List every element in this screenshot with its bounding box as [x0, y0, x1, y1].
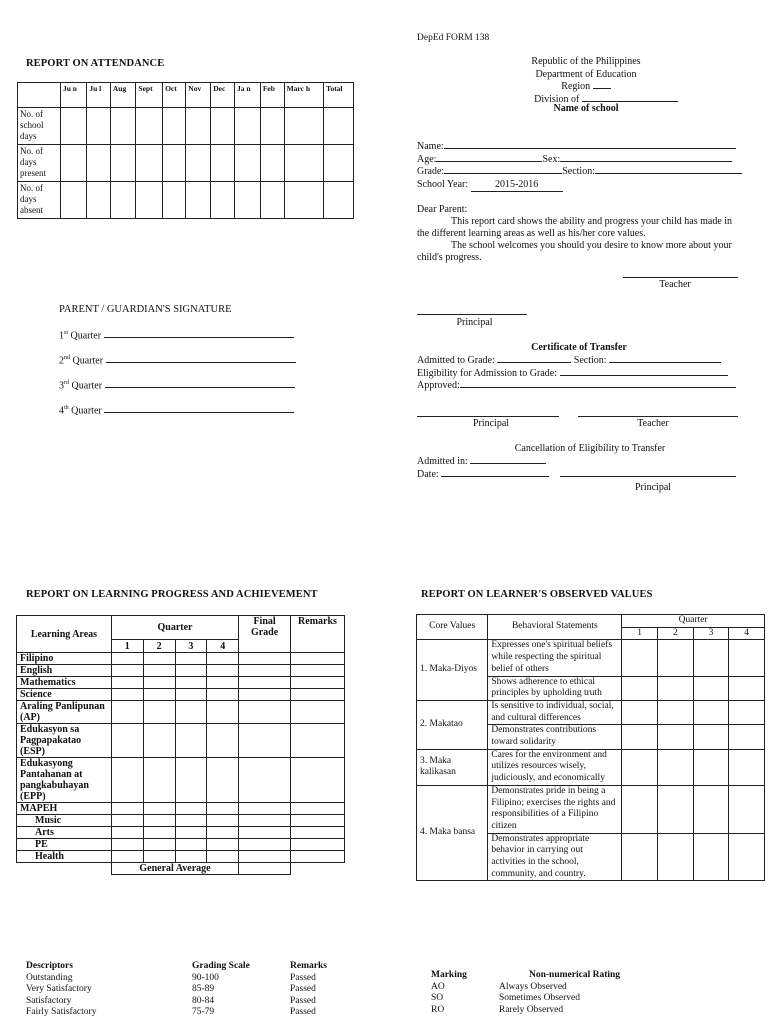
- grade-cell[interactable]: [207, 839, 239, 851]
- values-rating-cell[interactable]: [693, 676, 729, 700]
- quarter-number: 1: [111, 640, 143, 653]
- grade-cell[interactable]: [175, 689, 207, 701]
- descriptor-row: [26, 1007, 346, 1019]
- grade-cell[interactable]: [207, 665, 239, 677]
- remarks-cell[interactable]: [291, 851, 345, 863]
- month-header: Sept: [136, 83, 163, 108]
- month-header: Total: [324, 83, 354, 108]
- descriptor-remarks: Passed: [290, 1007, 316, 1017]
- values-quarter-header: Quarter: [622, 615, 765, 628]
- school-year-field[interactable]: School Year: 2015-2016: [417, 179, 741, 193]
- month-header: Ju n: [61, 83, 87, 108]
- grading-scale-header: Grading Scale: [192, 961, 250, 971]
- values-rating-cell[interactable]: [693, 640, 729, 676]
- descriptor-label: Satisfactory: [26, 995, 72, 1006]
- grade-cell[interactable]: [207, 701, 239, 724]
- parent-signature-title: PARENT / GUARDIAN'S SIGNATURE: [59, 304, 232, 315]
- subject-row: [17, 851, 345, 863]
- values-rating-cell[interactable]: [693, 749, 729, 785]
- subject-name: Arts: [17, 827, 112, 839]
- quarter-signature-line[interactable]: 2nd Quarter: [59, 355, 304, 380]
- grade-cell[interactable]: [143, 815, 175, 827]
- month-header: Aug: [110, 83, 136, 108]
- subject-row: [17, 827, 345, 839]
- form-number: DepEd FORM 138: [417, 33, 490, 43]
- final-grade-cell[interactable]: [239, 677, 291, 689]
- values-quarter-number: 1: [622, 627, 658, 640]
- grade-cell[interactable]: [111, 758, 143, 803]
- core-value-label: 2. Makatao: [417, 700, 488, 749]
- grade-cell[interactable]: [175, 815, 207, 827]
- admitted-in-field[interactable]: Admitted in:: [417, 456, 747, 469]
- cancellation-principal-label: Principal: [634, 482, 672, 493]
- grade-cell[interactable]: [111, 665, 143, 677]
- marking-rating: Sometimes Observed: [499, 993, 581, 1003]
- descriptor-remarks: Passed: [290, 972, 316, 983]
- descriptor-remarks: Passed: [290, 995, 316, 1006]
- final-grade-header: Final Grade: [239, 616, 291, 653]
- subject-name: MAPEH: [17, 803, 112, 815]
- behavioral-statement: Demonstrates contributions toward solidarity: [488, 725, 622, 749]
- behavioral-statements-header: Behavioral Statements: [488, 615, 622, 640]
- values-rating-cell[interactable]: [622, 640, 658, 676]
- values-rating-cell[interactable]: [729, 785, 765, 833]
- grade-cell[interactable]: [111, 677, 143, 689]
- behavioral-statement: Is sensitive to individual, social, and cultural differences: [488, 700, 622, 724]
- attendance-row-label: No. of days present: [18, 145, 61, 182]
- teacher-label: Teacher: [659, 279, 691, 290]
- quarter-number: 4: [207, 640, 239, 653]
- non-numerical-rating-header: Non-numerical Rating: [529, 970, 621, 980]
- grade-cell[interactable]: [111, 827, 143, 839]
- learning-header-row: [17, 616, 345, 640]
- values-rating-cell[interactable]: [729, 640, 765, 676]
- marking-header-row: [431, 970, 620, 982]
- attendance-row-label: No. of days absent: [18, 182, 61, 219]
- values-rating-cell[interactable]: [729, 700, 765, 724]
- marking-row: [431, 993, 620, 1005]
- school-header: [460, 56, 712, 116]
- subject-name: Health: [17, 851, 112, 863]
- month-header: Marc h: [284, 83, 324, 108]
- grade-cell[interactable]: [207, 653, 239, 665]
- values-row: [417, 700, 765, 724]
- marking-code: AO: [431, 981, 445, 992]
- marking-table: [431, 970, 620, 1016]
- subject-row: [17, 839, 345, 851]
- transfer-teacher-line[interactable]: [578, 416, 738, 417]
- grading-scale: 85-89: [192, 984, 215, 994]
- grade-cell[interactable]: [207, 758, 239, 803]
- grade-cell[interactable]: [207, 827, 239, 839]
- subject-name: Filipino: [17, 653, 112, 665]
- final-grade-cell[interactable]: [239, 803, 291, 815]
- subject-row: [17, 665, 345, 677]
- quarter-number: 2: [143, 640, 175, 653]
- eligibility-field[interactable]: Eligibility for Admission to Grade:: [417, 368, 741, 381]
- final-grade-cell[interactable]: [239, 724, 291, 758]
- republic-line: Republic of the Philippines: [531, 56, 641, 67]
- grade-cell[interactable]: [111, 653, 143, 665]
- subject-name: Music: [17, 815, 112, 827]
- descriptor-label: Very Satisfactory: [26, 984, 92, 994]
- subject-row: [17, 803, 345, 815]
- remarks-cell[interactable]: [291, 758, 345, 803]
- quarter-header: Quarter: [111, 616, 238, 640]
- month-header: Nov: [186, 83, 211, 108]
- remarks-cell[interactable]: [291, 724, 345, 758]
- grade-cell[interactable]: [111, 803, 143, 815]
- cancellation-fields: [417, 456, 747, 481]
- descriptors-header-row: [26, 961, 346, 973]
- quarter-number: 3: [175, 640, 207, 653]
- final-grade-cell[interactable]: [239, 851, 291, 863]
- teacher-signature-line[interactable]: [623, 277, 738, 278]
- marking-code: RO: [431, 1004, 445, 1015]
- grade-cell[interactable]: [143, 724, 175, 758]
- remarks-header: Remarks: [291, 616, 345, 653]
- transfer-principal-line[interactable]: [417, 416, 559, 417]
- cancel-date-field[interactable]: Date:: [417, 469, 747, 482]
- values-rating-cell[interactable]: [657, 785, 693, 833]
- learning-areas-header: Learning Areas: [17, 616, 112, 653]
- marking-row: [431, 982, 620, 994]
- remarks-cell[interactable]: [291, 839, 345, 851]
- grade-cell[interactable]: [175, 839, 207, 851]
- subject-row: [17, 689, 345, 701]
- values-rating-cell[interactable]: [693, 700, 729, 724]
- final-grade-cell[interactable]: [239, 665, 291, 677]
- remarks-cell[interactable]: [291, 677, 345, 689]
- values-rating-cell[interactable]: [729, 833, 765, 881]
- attendance-row: [18, 145, 354, 182]
- grade-cell[interactable]: [175, 701, 207, 724]
- transfer-teacher-label: Teacher: [637, 418, 669, 429]
- attendance-row: [18, 108, 354, 145]
- month-header: Ja n: [235, 83, 261, 108]
- grade-cell[interactable]: [111, 724, 143, 758]
- grade-cell[interactable]: [175, 665, 207, 677]
- attendance-row-label: No. of school days: [18, 108, 61, 145]
- values-rating-cell[interactable]: [693, 785, 729, 833]
- behavioral-statement: Demonstrates pride in being a Filipino; exercises the rights and responsibilities of a Filipino citizen: [488, 785, 622, 833]
- division-line[interactable]: Division of: [500, 94, 712, 107]
- values-rating-cell[interactable]: [657, 749, 693, 785]
- core-values-header: Core Values: [417, 615, 488, 640]
- values-header-row: [417, 615, 765, 628]
- values-quarter-number: 3: [693, 627, 729, 640]
- month-header: Oct: [163, 83, 186, 108]
- marking-header: Marking: [431, 970, 467, 980]
- name-field[interactable]: Name:: [417, 141, 741, 154]
- final-grade-cell[interactable]: [239, 827, 291, 839]
- observed-values-body: [417, 640, 765, 881]
- subject-name: Edukasyon sa Pagpapakatao (ESP): [17, 724, 112, 758]
- subject-row: [17, 701, 345, 724]
- general-average-label: General Average: [111, 863, 238, 875]
- month-header: Ju l: [87, 83, 111, 108]
- cancellation-title: Cancellation of Eligibility to Transfer: [514, 443, 666, 454]
- values-rating-cell[interactable]: [657, 640, 693, 676]
- values-rating-cell[interactable]: [729, 725, 765, 749]
- school-name: Name of school: [553, 103, 619, 114]
- subject-name: English: [17, 665, 112, 677]
- grade-cell[interactable]: [207, 689, 239, 701]
- values-rating-cell[interactable]: [622, 725, 658, 749]
- marking-body: [431, 982, 620, 1017]
- general-average-row: [17, 863, 345, 875]
- attendance-header-row: [18, 83, 354, 108]
- admitted-grade-field[interactable]: Admitted to Grade: Section:: [417, 355, 741, 368]
- parent-signature-list: [59, 330, 304, 430]
- grade-cell[interactable]: [207, 677, 239, 689]
- values-quarter-number: 4: [729, 627, 765, 640]
- grade-cell[interactable]: [111, 851, 143, 863]
- attendance-corner-cell: [18, 83, 61, 108]
- remarks-cell[interactable]: [291, 803, 345, 815]
- parent-letter: [417, 204, 741, 264]
- descriptor-row: [26, 984, 346, 996]
- observed-values-table: [416, 614, 765, 881]
- descriptors-body: [26, 973, 346, 1019]
- descriptor-label: Outstanding: [26, 972, 73, 983]
- grade-cell[interactable]: [143, 839, 175, 851]
- final-grade-cell[interactable]: [239, 815, 291, 827]
- quarter-signature-line[interactable]: 3rd Quarter: [59, 380, 304, 405]
- grade-cell[interactable]: [175, 827, 207, 839]
- grade-cell[interactable]: [143, 701, 175, 724]
- descriptors-header: Descriptors: [26, 961, 73, 971]
- values-rating-cell[interactable]: [657, 725, 693, 749]
- department-line: Department of Education: [535, 68, 637, 80]
- grade-cell[interactable]: [111, 701, 143, 724]
- grade-cell[interactable]: [175, 758, 207, 803]
- descriptor-remarks-header: Remarks: [290, 961, 327, 971]
- grading-scale: 90-100: [192, 972, 219, 983]
- marking-row: [431, 1005, 620, 1017]
- grade-cell[interactable]: [175, 677, 207, 689]
- learning-progress-body: [17, 653, 345, 863]
- principal-signature-line[interactable]: [417, 314, 527, 315]
- subject-row: [17, 815, 345, 827]
- subject-row: [17, 724, 345, 758]
- grade-cell[interactable]: [143, 677, 175, 689]
- learning-progress-title: REPORT ON LEARNING PROGRESS AND ACHIEVEMENT: [26, 589, 318, 600]
- marking-rating: Rarely Observed: [499, 1004, 564, 1015]
- grade-section-field[interactable]: Grade: Section:: [417, 166, 741, 179]
- values-row: [417, 640, 765, 676]
- grade-cell[interactable]: [175, 724, 207, 758]
- values-rating-cell[interactable]: [622, 676, 658, 700]
- grade-cell[interactable]: [207, 803, 239, 815]
- marking-rating: Always Observed: [499, 981, 567, 992]
- age-sex-field[interactable]: Age: Sex:: [417, 154, 741, 167]
- transfer-fields: [417, 355, 741, 393]
- final-grade-cell[interactable]: [239, 689, 291, 701]
- attendance-row: [18, 182, 354, 219]
- values-rating-cell[interactable]: [622, 700, 658, 724]
- subject-row: [17, 758, 345, 803]
- learning-progress-table: [16, 615, 345, 875]
- descriptor-remarks: Passed: [290, 984, 316, 994]
- month-header: Feb: [260, 83, 284, 108]
- subject-name: PE: [17, 839, 112, 851]
- approved-field[interactable]: Approved:: [417, 380, 741, 393]
- subject-row: [17, 677, 345, 689]
- remarks-cell[interactable]: [291, 827, 345, 839]
- final-grade-cell[interactable]: [239, 653, 291, 665]
- marking-code: SO: [431, 993, 444, 1003]
- grade-cell[interactable]: [143, 689, 175, 701]
- grade-cell[interactable]: [207, 724, 239, 758]
- quarter-signature-line[interactable]: 4th Quarter: [59, 405, 304, 430]
- behavioral-statement: Shows adherence to ethical principles by upholding truth: [488, 676, 622, 700]
- values-quarter-number: 2: [657, 627, 693, 640]
- remarks-cell[interactable]: [291, 815, 345, 827]
- attendance-table: [17, 82, 354, 219]
- subject-name: Edukasyong Pantahanan at pangkabuhayan (EPP): [17, 758, 112, 803]
- values-rating-cell[interactable]: [729, 749, 765, 785]
- core-value-label: 4. Maka bansa: [417, 785, 488, 881]
- core-value-label: 3. Maka kalikasan: [417, 749, 488, 785]
- behavioral-statement: Cares for the environment and utilizes resources wisely, judiciously, and economically: [488, 749, 622, 785]
- grade-cell[interactable]: [143, 653, 175, 665]
- grade-cell[interactable]: [143, 827, 175, 839]
- descriptors-table: [26, 961, 346, 1019]
- subject-name: Science: [17, 689, 112, 701]
- letter-paragraph-1: This report card shows the ability and progress your child has made in the different learning areas as well as his/her core values.: [417, 216, 733, 239]
- attendance-title: REPORT ON ATTENDANCE: [26, 58, 165, 69]
- grade-cell[interactable]: [143, 851, 175, 863]
- grade-cell[interactable]: [111, 839, 143, 851]
- values-rating-cell[interactable]: [657, 833, 693, 881]
- final-grade-cell[interactable]: [239, 701, 291, 724]
- subject-row: [17, 653, 345, 665]
- descriptor-label: Fairly Satisfactory: [26, 1007, 97, 1017]
- values-rating-cell[interactable]: [693, 725, 729, 749]
- values-rating-cell[interactable]: [657, 676, 693, 700]
- remarks-cell[interactable]: [291, 689, 345, 701]
- quarter-signature-line[interactable]: 1st Quarter: [59, 330, 304, 355]
- student-info: [417, 141, 741, 192]
- behavioral-statement: Expresses one's spiritual beliefs while respecting the spiritual belief of others: [488, 640, 622, 676]
- grade-cell[interactable]: [143, 665, 175, 677]
- grading-scale: 80-84: [192, 995, 215, 1006]
- transfer-principal-label: Principal: [472, 418, 510, 429]
- values-rating-cell[interactable]: [622, 785, 658, 833]
- values-rating-cell[interactable]: [622, 749, 658, 785]
- grade-cell[interactable]: [111, 689, 143, 701]
- descriptor-row: [26, 973, 346, 985]
- descriptor-row: [26, 996, 346, 1008]
- grade-cell[interactable]: [111, 815, 143, 827]
- transfer-title: Certificate of Transfer: [531, 342, 627, 353]
- letter-paragraph-2: The school welcomes you should you desire to know more about your child's progress.: [417, 240, 732, 263]
- grade-cell[interactable]: [143, 758, 175, 803]
- letter-salutation: Dear Parent:: [417, 204, 468, 215]
- remarks-cell[interactable]: [291, 665, 345, 677]
- final-grade-cell[interactable]: [239, 758, 291, 803]
- region-line[interactable]: Region: [460, 81, 712, 94]
- grading-scale: 75-79: [192, 1007, 215, 1017]
- behavioral-statement: Demonstrates appropriate behavior in carrying out activities in the school, community, and country.: [488, 833, 622, 881]
- grade-cell[interactable]: [175, 653, 207, 665]
- values-rating-cell[interactable]: [657, 700, 693, 724]
- grade-cell[interactable]: [143, 803, 175, 815]
- subject-name: Mathematics: [17, 677, 112, 689]
- values-rating-cell[interactable]: [622, 833, 658, 881]
- core-value-label: 1. Maka-Diyos: [417, 640, 488, 701]
- grade-cell[interactable]: [207, 815, 239, 827]
- general-average-value[interactable]: [239, 863, 291, 875]
- values-rating-cell[interactable]: [693, 833, 729, 881]
- values-rating-cell[interactable]: [729, 676, 765, 700]
- final-grade-cell[interactable]: [239, 839, 291, 851]
- grade-cell[interactable]: [175, 851, 207, 863]
- values-row: [417, 749, 765, 785]
- values-row: [417, 785, 765, 833]
- grade-cell[interactable]: [175, 803, 207, 815]
- subject-name: Araling Panlipunan (AP): [17, 701, 112, 724]
- month-header: Dec: [211, 83, 235, 108]
- principal-label: Principal: [456, 317, 493, 328]
- remarks-cell[interactable]: [291, 653, 345, 665]
- remarks-cell[interactable]: [291, 701, 345, 724]
- observed-values-title: REPORT ON LEARNER'S OBSERVED VALUES: [421, 589, 653, 600]
- grade-cell[interactable]: [207, 851, 239, 863]
